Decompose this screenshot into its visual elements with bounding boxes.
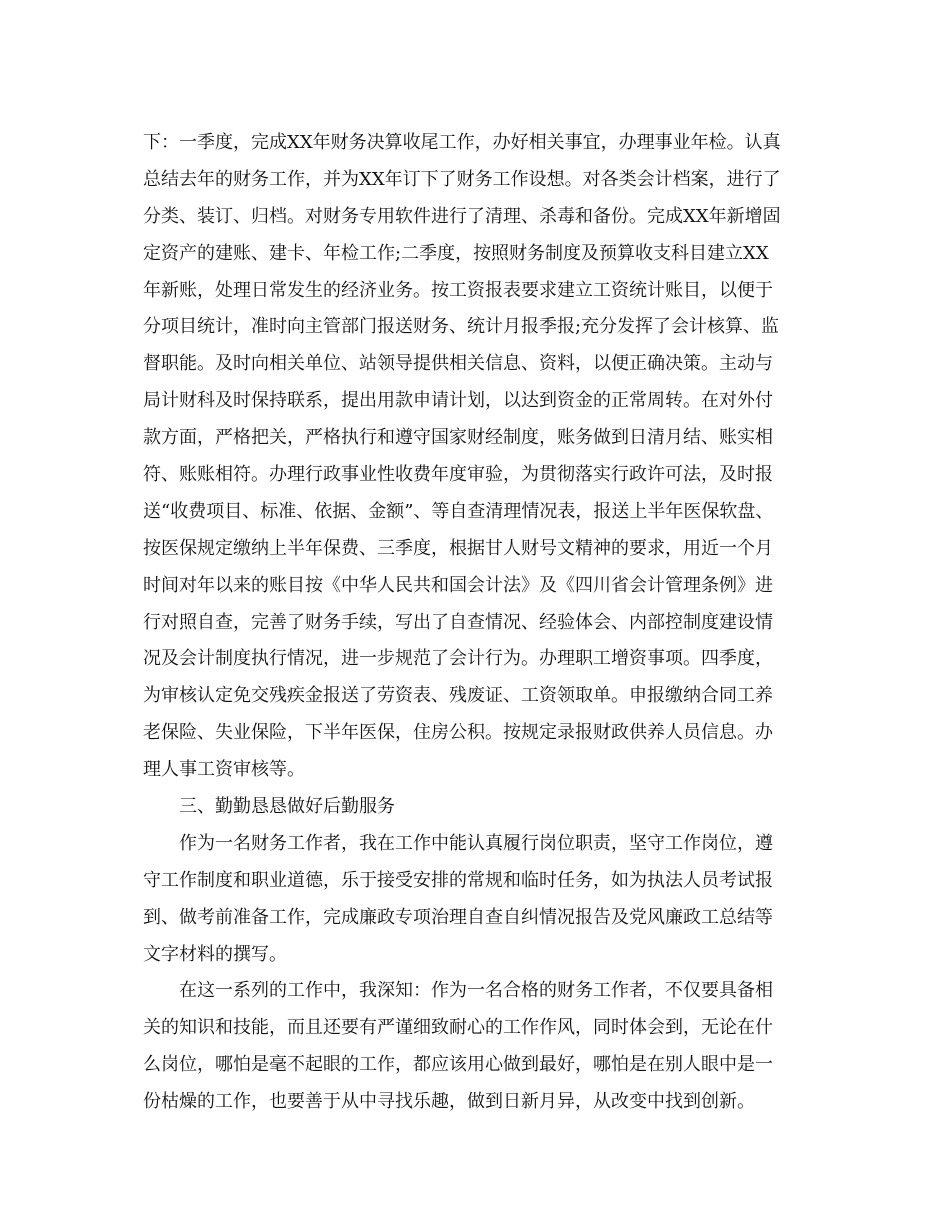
text-line: 下：一季度，完成XX年财务决算收尾工作，办好相关事宜，办理事业年检。认真 (143, 132, 781, 153)
paragraph (143, 125, 813, 789)
text-line: 到、做考前准备工作，完成廉政专项治理自查自纠情况报告及党风廉政工总结等 (143, 906, 773, 928)
heading-text: 三、勤勤恳恳做好后勤服务 (179, 796, 395, 818)
text-line: 份枯燥的工作，也要善于从中寻找乐趣，做到日新月异，从改变中找到创新。 (143, 1091, 755, 1113)
text-line: 守工作制度和职业道德，乐于接受安排的常规和临时任务，如为执法人员考试报 (143, 869, 773, 891)
text-line: 况及会计制度执行情况，进一步规范了会计行为。办理职工增资事项。四季度， (143, 648, 773, 670)
text-line: 文字材料的撰写。 (143, 943, 287, 965)
text-line: 分项目统计，准时向主管部门报送财务、统计月报季报;充分发挥了会计核算、监 (143, 316, 780, 338)
text-line: 为审核认定免交残疾金报送了劳资表、残废证、工资领取单。申报缴纳合同工养 (143, 685, 773, 707)
text-line: 督职能。及时向相关单位、站领导提供相关信息、资料，以便正确决策。主动与 (143, 353, 773, 375)
text-line: 年新账，处理日常发生的经济业务。按工资报表要求建立工资统计账目，以便于 (143, 279, 773, 301)
text-line: 关的知识和技能，而且还要有严谨细致耐心的工作作风，同时体会到，无论在什 (143, 1017, 773, 1039)
text-line: 老保险、失业保险，下半年医保，住房公积。按规定录报财政供养人员信息。办 (143, 722, 773, 744)
text-line: 时间对年以来的账目按《中华人民共和国会计法》及《四川省会计管理条例》进 (143, 574, 773, 596)
text-line: 定资产的建账、建卡、年检工作;二季度，按照财务制度及预算收支科目建立XX (143, 242, 769, 264)
text-line: 行对照自查，完善了财务手续，写出了自查情况、经验体会、内部控制度建设情 (143, 611, 773, 633)
text-line: 按医保规定缴纳上半年保费、三季度，根据甘人财号文精神的要求，用近一个月 (143, 537, 773, 559)
text-line: 在这一系列的工作中，我深知：作为一名合格的财务工作者，不仅要具备相 (179, 980, 773, 1002)
paragraph (143, 826, 813, 974)
text-line: 总结去年的财务工作，并为XX年订下了财务工作设想。对各类会计档案，进行了 (143, 168, 781, 190)
text-line: 送“收费项目、标准、依据、金额”、等自查清理情况表，报送上半年医保软盘、 (143, 500, 774, 522)
paragraph (143, 973, 813, 1121)
text-line: 局计财科及时保持联系，提出用款申请计划，以达到资金的正常周转。在对外付 (143, 390, 773, 412)
text-line: 符、账账相符。办理行政事业性收费年度审验，为贯彻落实行政许可法，及时报 (143, 464, 773, 486)
text-line: 款方面，严格把关，严格执行和遵守国家财经制度，账务做到日清月结、账实相 (143, 427, 773, 449)
section-heading (143, 789, 813, 826)
text-line: 作为一名财务工作者，我在工作中能认真履行岗位职责，坚守工作岗位，遵 (179, 832, 773, 854)
document-body (143, 125, 813, 1121)
text-line: 分类、装订、归档。对财务专用软件进行了清理、杀毒和备份。完成XX年新增固 (143, 205, 781, 227)
text-line: 么岗位，哪怕是毫不起眼的工作，都应该用心做到最好，哪怕是在别人眼中是一 (143, 1054, 773, 1076)
text-line: 理人事工资审核等。 (143, 759, 305, 781)
